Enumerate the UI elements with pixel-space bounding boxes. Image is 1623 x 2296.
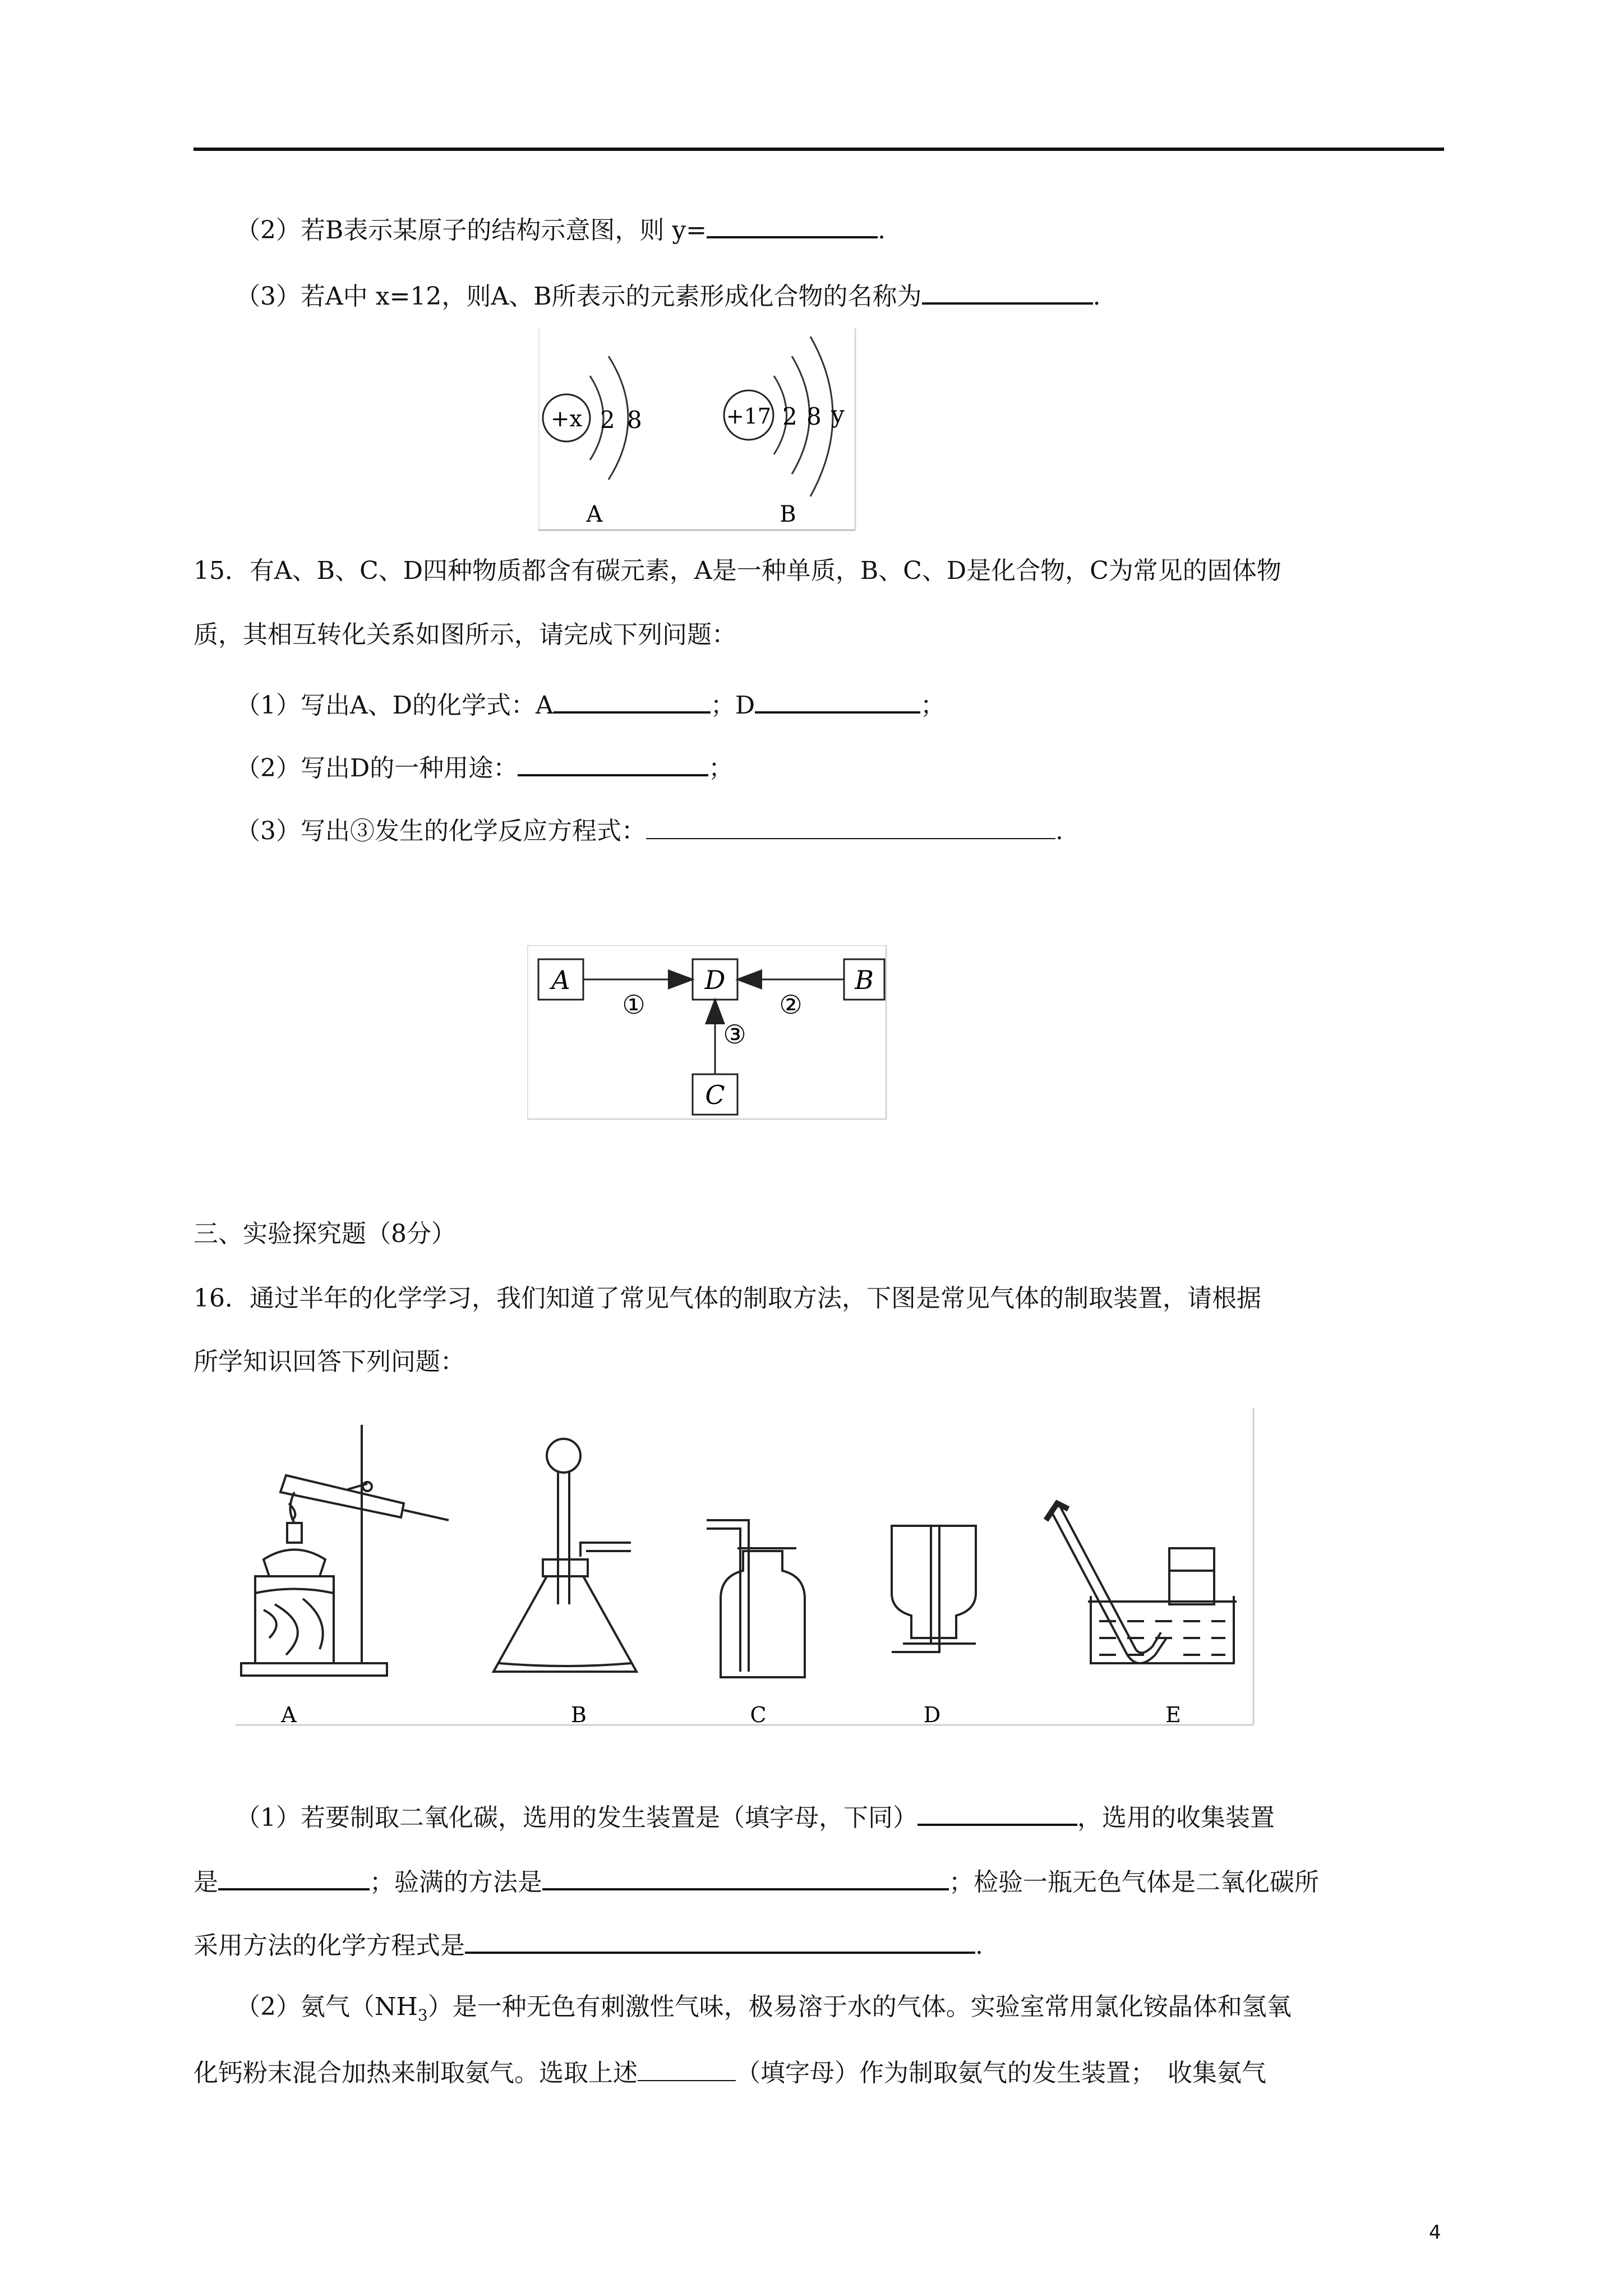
reaction-3-label: ③ [723,1019,746,1050]
atom-b-label: B [780,501,796,527]
q15-stem-line1: 15．有A、B、C、D四种物质都含有碳元素，A是一种单质，B、C、D是化合物，C为常见的固体物 [193,556,1281,585]
page-number: 4 [1429,2221,1441,2244]
apparatus-a-label: A [281,1703,297,1727]
box-b-label: B [855,965,874,995]
section-title: 三、实验探究题（8分） [193,1220,456,1248]
atom-b-shell3: y [831,401,845,428]
atom-a-shell2: 8 [627,406,642,434]
atom-a-label: A [586,501,603,527]
answer-blank[interactable] [542,1862,949,1890]
conversion-diagram [527,945,889,1122]
answer-blank[interactable] [646,812,1055,839]
answer-blank[interactable] [922,277,1093,305]
box-d-label: D [704,965,726,995]
apparatus-e [1046,1503,1237,1663]
apparatus-a [241,1425,449,1676]
answer-blank-d[interactable] [755,685,920,714]
atom-b-shell2: 8 [806,403,822,430]
q16-sub1-line3: 采用方法的化学方程式是 . [193,1926,983,1963]
q14-sub3: （3）若A中 x=12，则A、B所表示的元素形成化合物的名称为 . [236,277,1101,314]
answer-blank[interactable] [465,1926,975,1954]
q16-sub2-line1: （2）氨气$(NH_3)$是一种无色有刺激性气味，极易溶于水的气体。实验室常用氯化铵晶体和氢氧 [236,1993,1292,2024]
atom-b-shell1: 2 [782,403,797,430]
q16-stem-line2: 所学知识回答下列问题： [193,1347,465,1376]
box-a-label: A [551,965,570,995]
gas-apparatus-figure [236,1408,1256,1745]
q16-stem-line1: 16．通过半年的化学学习，我们知道了常见气体的制取方法，下图是常见气体的制取装置，请根据 [193,1284,1261,1313]
apparatus-e-label: E [1165,1703,1181,1727]
answer-blank[interactable] [707,210,878,238]
q16-sub2-line2: 化钙粉末混合加热来制取氨气。选取上述 （填字母）作为制取氨气的发生装置； 收集氨气 [193,2054,1266,2090]
q15-sub1: （1）写出A、D的化学式：A ；D ； [236,685,945,723]
apparatus-d-label: D [923,1703,941,1727]
answer-blank[interactable] [518,748,708,776]
apparatus-b [494,1439,637,1672]
answer-blank-a[interactable] [554,685,711,714]
q15-sub2: （2）写出D的一种用途： ； [236,748,733,785]
apparatus-b-label: B [571,1703,587,1727]
answer-blank[interactable] [917,1798,1077,1826]
header-rule [193,148,1444,151]
q16-sub1-line1: （1）若要制取二氧化碳，选用的发生装置是（填字母，下同） ，选用的收集装置 [236,1798,1275,1835]
reaction-1-label: ① [622,990,645,1020]
q15-stem-line2: 质，其相互转化关系如图所示，请完成下列问题： [193,620,736,649]
q16-sub1-line2: 是 ；验满的方法是 ；检验一瓶无色气体是二氧化碳所 [193,1862,1319,1899]
box-c-label: C [705,1080,725,1110]
apparatus-c-label: C [750,1703,767,1727]
atom-b-diagram [724,337,845,527]
answer-blank[interactable] [218,1862,370,1890]
atom-b-nucleus: +17 [726,404,772,429]
atom-a-diagram [543,356,642,527]
reaction-2-label: ② [779,990,803,1020]
q15-sub3: （3）写出③发生的化学反应方程式： . [236,812,1063,848]
apparatus-c [707,1520,805,1677]
atom-structure-figure [538,328,858,536]
atom-a-shell1: 2 [600,406,615,434]
atom-a-nucleus: +x [550,406,583,432]
answer-blank[interactable] [638,2054,736,2081]
q14-sub2: （2）若B表示某原子的结构示意图，则 y= . [236,210,886,247]
apparatus-d [892,1526,976,1652]
